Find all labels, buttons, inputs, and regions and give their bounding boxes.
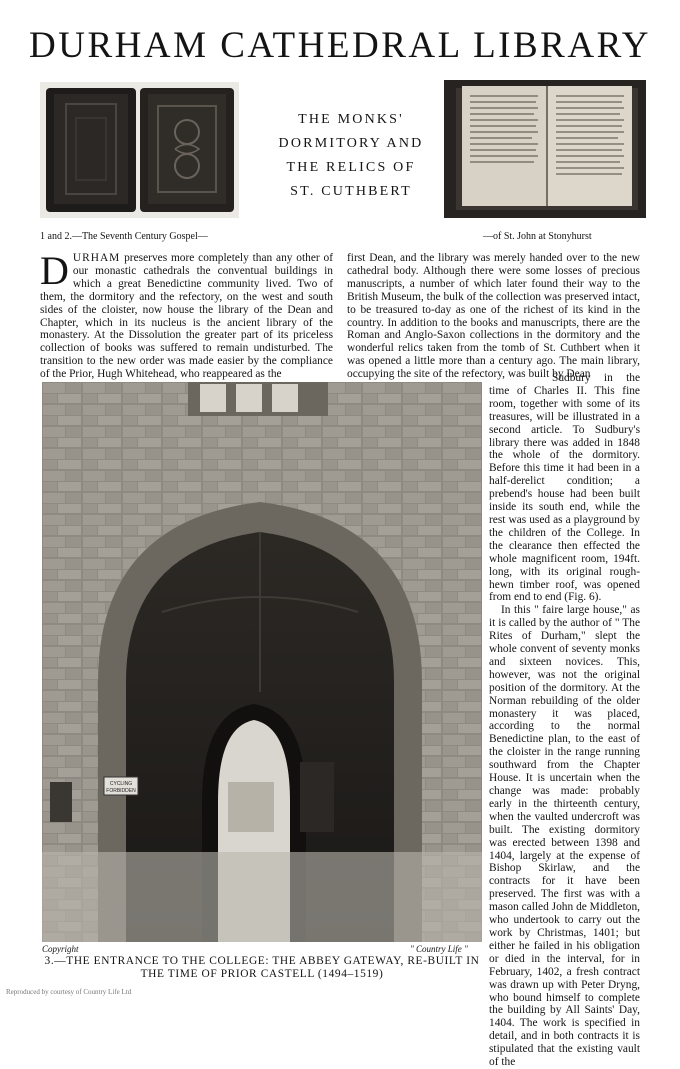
country-life-credit: " Country Life ": [410, 944, 468, 954]
drop-cap: D: [40, 248, 69, 293]
manuscript-photo: [444, 80, 646, 218]
footer-watermark: Reproduced by courtesy of Country Life Ltd: [6, 988, 132, 996]
manuscript-illustration: [444, 80, 646, 218]
gospel-book-illustration: [40, 82, 239, 218]
caption-stonyhurst: —of St. John at Stonyhurst: [483, 231, 592, 242]
column-1-text: preserves more completely than any other of our monastic cathedrals the conventual buildings in which a great Benedictine community lived. Two of them, the dormitory and the refectory, on the west and south sides of the cloister, now house the library of the Dean and Chapter, which in its nucleus is the ancient library of the monastery. At the Dissolution the greater part of its priceless collection of books was suffered to remain undisturbed. The transition to the new order was made easier by the compliance of the Prior, Hugh Whitehead, who reappeared as the: [40, 252, 333, 381]
gateway-illustration: [42, 382, 482, 942]
subtitle-line: THE RELICS OF: [286, 160, 416, 175]
abbey-gateway-photo: [42, 382, 482, 942]
caption-gospel: 1 and 2.—The Seventh Century Gospel—: [40, 231, 208, 242]
gospel-book-photo: [40, 82, 239, 218]
lead-word: URHAM: [72, 252, 121, 264]
copyright-credit: Copyright: [42, 944, 79, 954]
article-subtitle: [262, 108, 440, 204]
figure-3-caption: 3.—THE ENTRANCE TO THE COLLEGE: THE ABBEY GATEWAY, RE-BUILT IN THE TIME OF PRIOR CASTELL (1494–1519): [44, 955, 480, 980]
article-column-2: [347, 252, 640, 381]
column-3-paragraph-1: Sudbury in the time of Charles II. This fine room, together with some of its treasures, will be illustrated in a second article. To Sudbury's library there was added in 1848 the whole of the dormitory. Before this time it had been in a half-derelict condition; a prebend's house had been built inside its south end, while the rest was used as a playground by the children of the College. In the clearance then effected the whole magnificent room, 194ft. long, with its original rough-hewn timber roof, was opened from end to end (Fig. 6).: [489, 372, 640, 604]
gateway-sign-text: CYCLING: [109, 781, 133, 787]
article-column-3: [489, 372, 640, 1069]
subtitle-line: ST. CUTHBERT: [290, 184, 412, 199]
column-2-text: first Dean, and the library was merely handed over to the new cathedral body. Although there were some losses of precious manuscripts, a number of which later found their way to the British Museum, the bulk of the collection was preserved intact, to be treasured to-day as one of the richest of its kind in the country. In addition to the books and manuscripts, there are the Roman and Anglo-Saxon collections in the dormitory and the wonderful relics taken from the tomb of St. Cuthbert when it was opened a little more than a century ago. The main library, occupying the site of the refectory, was built by Dean: [347, 252, 640, 381]
column-3-paragraph-2: In this " faire large house," as it is called by the author of " The Rites of Durham," slept the whole convent of seventy monks and sixteen novices. This, however, was not the original position of the dormitory. At the Norman rebuilding of the older monastery it was placed, according to the normal Benedictine plan, to the east of the cloister in the range running southward from the Chapter House. It is uncertain when the change was made: probably early in the thirteenth century, when the vaulted undercroft was built. The existing dormitory was erected between 1398 and 1404, largely at the expense of Bishop Skirlaw, and the contracts for it have been preserved. The first was with a mason called John de Middleton, who undertook to carry out the work by Christmas, 1401; but either he failed in his obligation or died in the interval, for in February, 1402, a fresh contract was drawn up with Peter Dryng, who bound himself to complete the building by All Saints' Day, 1404. The work is specified in detail, and in both contracts it is stipulated that the existing vault of the: [489, 604, 640, 1069]
page-title: DURHAM CATHEDRAL LIBRARY: [29, 25, 651, 66]
subtitle-line: DORMITORY AND: [278, 136, 424, 151]
article-column-1: [40, 248, 333, 381]
svg-text:FORBIDDEN: FORBIDDEN: [106, 788, 136, 794]
subtitle-line: THE MONKS': [298, 112, 404, 127]
